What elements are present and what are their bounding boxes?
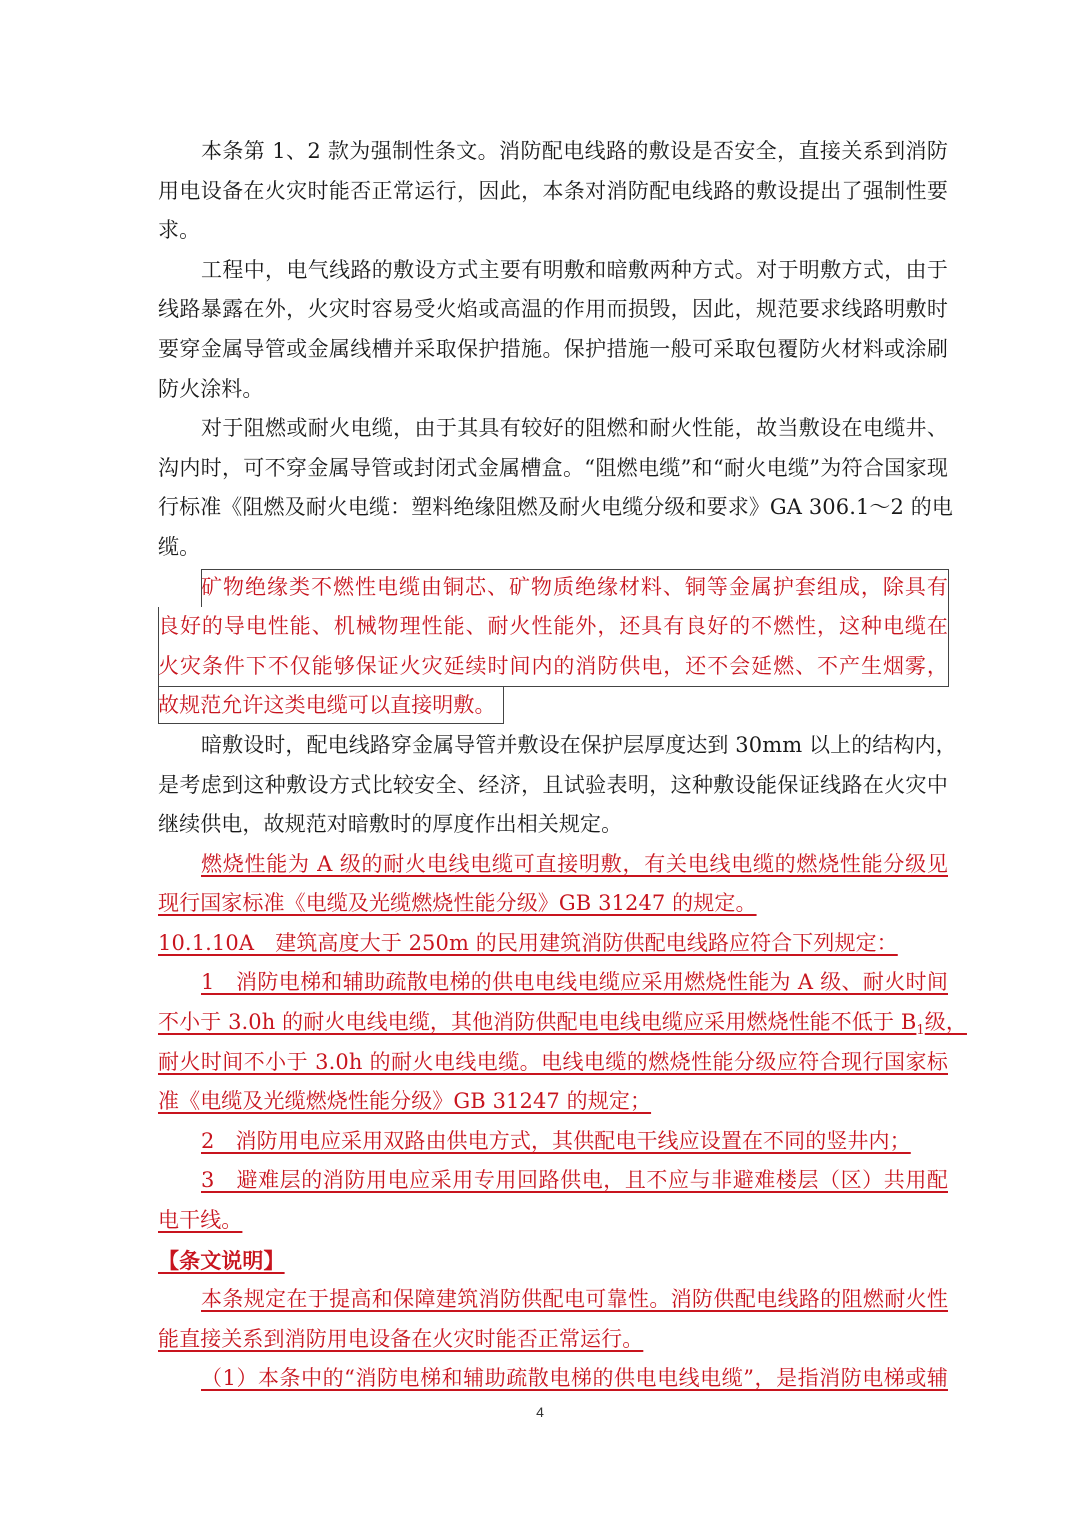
text-line: 对于阻燃或耐火电缆，由于其具有较好的阻燃和耐火性能，故当敷设在电缆井、 [201, 416, 948, 441]
text-line: 火灾条件下不仅能够保证火灾延续时间内的消防供电，还不会延燃、不产生烟雾， [158, 653, 948, 678]
text-line [158, 1003, 967, 1043]
text-line: 暗敷设时，配电线路穿金属导管并敷设在保护层厚度达到 30mm 以上的结构内， [201, 732, 957, 757]
text-line: 燃烧性能为 A 级的耐火电线电缆可直接明敷，有关电线电缆的燃烧性能分级见 [201, 851, 948, 876]
text-span: 不小于 3.0h 的耐火电线电缆，其他消防供配电电线电缆应采用燃烧性能不低于 B [158, 1010, 917, 1035]
text-line: 良好的导电性能、机械物理性能、耐火性能外，还具有良好的不燃性，这种电缆在 [158, 614, 948, 639]
clause-title [158, 924, 948, 964]
document-page [158, 132, 967, 1399]
text-line [158, 1320, 948, 1360]
paragraph-1 [158, 132, 948, 251]
subscript: 1 [916, 1023, 925, 1039]
explanation-heading [158, 1241, 948, 1281]
text-line: 沟内时，可不穿金属导管或封闭式金属槽盒。“阻燃电缆”和“耐火电缆”为符合国家现 [158, 455, 948, 480]
text-line: 3 避难层的消防用电应采用专用回路供电，且不应与非避难楼层（区）共用配 [201, 1168, 948, 1193]
text-line: 缆。 [158, 534, 201, 559]
text-line: 行标准《阻燃及耐火电缆：塑料绝缘阻燃及耐火电缆分级和要求》GA 306.1～2 的电 [158, 495, 953, 520]
page-number: 4 [536, 1404, 544, 1420]
text-line: 求。 [158, 218, 201, 243]
paragraph-2 [158, 251, 948, 409]
text-span: 2 消防用电应采用双路由供电方式，其供配电干线应设置在不同的竖井内； [201, 1128, 911, 1153]
text-line: 用电设备在火灾时能否正常运行，因此，本条对消防配电线路的敷设提出了强制性要 [158, 178, 948, 203]
text-line: 工程中，电气线路的敷设方式主要有明敷和暗敷两种方式。对于明敷方式，由于 [201, 257, 948, 282]
text-line [158, 884, 948, 924]
text-line [158, 1201, 948, 1241]
text-line: 继续供电，故规范对暗敷时的厚度作出相关规定。 [158, 812, 623, 837]
clause-item-1 [158, 963, 967, 1121]
boxed-paragraph [158, 568, 948, 726]
text-span: 能直接关系到消防用电设备在火灾时能否正常运行。 [158, 1326, 644, 1351]
clause-item-3 [158, 1161, 948, 1240]
text-line: 本条第 1、2 款为强制性条文。消防配电线路的敷设是否安全，直接关系到消防 [201, 139, 948, 163]
text-line [158, 1082, 948, 1122]
text-line: 故规范允许这类电缆可以直接明敷。 [158, 693, 496, 718]
paragraph-5 [158, 726, 957, 845]
text-line: 本条规定在于提高和保障建筑消防供配电可靠性。消防供配电线路的阻燃耐火性 [201, 1287, 948, 1312]
text-span: 准《电缆及光缆燃烧性能分级》GB 31247 的规定； [158, 1089, 652, 1114]
text-line: 要穿金属导管或金属线槽并采取保护措施。保护措施一般可采取包覆防火材料或涂刷 [158, 336, 948, 361]
text-span: 现行国家标准《电缆及光缆燃烧性能分级》GB 31247 的规定。 [158, 891, 757, 916]
text-line: 线路暴露在外，火灾时容易受火焰或高温的作用而损毁，因此，规范要求线路明敷时 [158, 297, 948, 322]
paragraph-6-revision [158, 845, 948, 924]
paragraph-8-revision: （1）本条中的“消防电梯和辅助疏散电梯的供电电线电缆”，是指消防电梯或辅 [201, 1366, 948, 1391]
text-line: 耐火时间不小于 3.0h 的耐火电线电缆。电线电缆的燃烧性能分级应符合现行国家标 [158, 1049, 948, 1074]
text-line: 防火涂料。 [158, 376, 264, 401]
text-line: 1 消防电梯和辅助疏散电梯的供电电线电缆应采用燃烧性能为 A 级、耐火时间 [201, 970, 948, 995]
text-line: 矿物绝缘类不燃性电缆由铜芯、矿物质绝缘材料、铜等金属护套组成，除具有 [201, 574, 948, 599]
text-span: 级， [924, 1010, 967, 1035]
clause-title-text: 10.1.10A 建筑高度大于 250m 的民用建筑消防供配电线路应符合下列规定： [158, 930, 898, 955]
text-span: 电干线。 [158, 1208, 243, 1233]
paragraph-7-revision [158, 1280, 948, 1359]
explanation-heading-text: 【条文说明】 [158, 1247, 285, 1273]
text-line: 是考虑到这种敷设方式比较安全、经济，且试验表明，这种敷设能保证线路在火灾中 [158, 772, 948, 797]
paragraph-3 [158, 409, 953, 567]
clause-item-2 [158, 1122, 948, 1162]
